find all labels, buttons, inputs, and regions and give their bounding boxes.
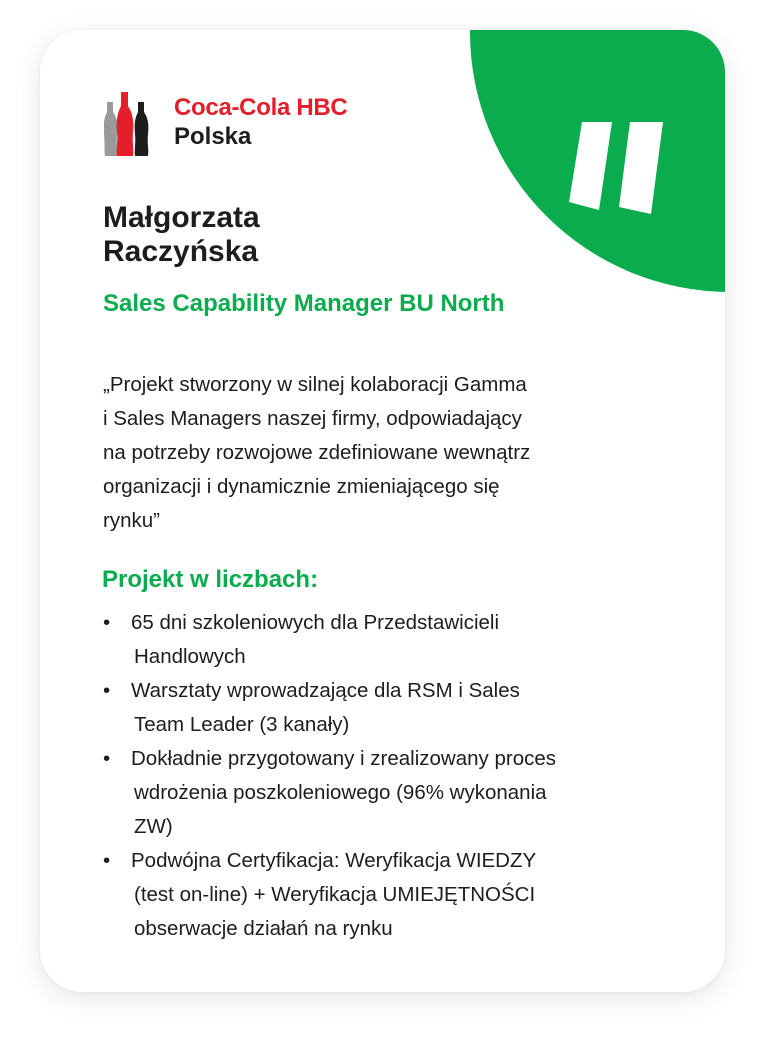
fact-line: • Podwójna Certyfikacja: Weryfikacja WIEDZY	[131, 849, 537, 872]
brand-name: Coca-Cola HBC	[174, 94, 348, 121]
company-logo	[104, 90, 394, 156]
fact-item	[100, 674, 690, 742]
fact-line: • 65 dni szkoleniowych dla Przedstawicieli	[131, 611, 500, 634]
fact-line: ZW)	[134, 815, 173, 838]
fact-item	[100, 742, 690, 844]
testimonial-card	[40, 30, 725, 992]
quotation-marks-icon	[568, 122, 668, 222]
bottles-logo-icon	[104, 92, 152, 156]
fact-line: • Dokładnie przygotowany i zrealizowany proces	[131, 747, 557, 770]
name-line: Raczyńska	[103, 235, 259, 268]
fact-line: (test on-line) + Weryfikacja UMIEJĘTNOŚCI	[134, 883, 536, 906]
quote-line: organizacji i dynamicznie zmieniającego się	[103, 475, 500, 498]
person-name	[103, 201, 483, 269]
brand-country: Polska	[174, 123, 252, 150]
name-line: Małgorzata	[103, 201, 260, 234]
facts-list	[100, 606, 690, 946]
quote-text	[103, 368, 663, 538]
facts-heading: Projekt w liczbach:	[102, 566, 319, 593]
quote-line: na potrzeby rozwojowe zdefiniowane wewnątrz	[103, 441, 531, 464]
quote-line: rynku”	[103, 509, 160, 532]
fact-line: wdrożenia poszkoleniowego (96% wykonania	[134, 781, 547, 804]
fact-item	[100, 606, 690, 674]
fact-line: • Warsztaty wprowadzające dla RSM i Sales	[131, 679, 520, 702]
quote-line: i Sales Managers naszej firmy, odpowiadający	[103, 407, 522, 430]
fact-line: obserwacje działań na rynku	[134, 917, 393, 940]
person-role: Sales Capability Manager BU North	[103, 290, 505, 317]
fact-item	[100, 844, 690, 946]
fact-line: Handlowych	[134, 645, 246, 668]
fact-line: Team Leader (3 kanały)	[134, 713, 350, 736]
quote-line: „Projekt stworzony w silnej kolaboracji Gamma	[103, 373, 527, 396]
